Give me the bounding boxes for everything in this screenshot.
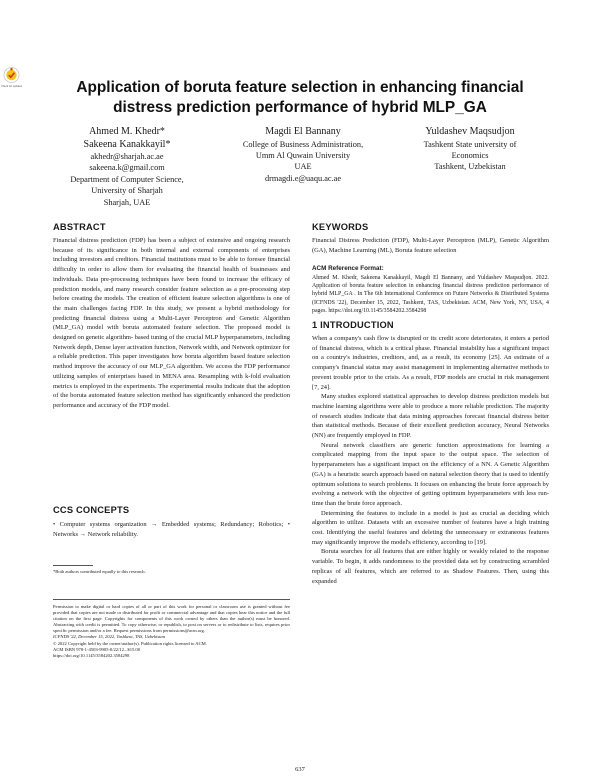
- permission-isbn: ACM ISBN 978-1-4503-9905-0/22/12...$15.00: [53, 646, 141, 652]
- author-name: Sakeena Kanakkayil*: [83, 138, 171, 150]
- permission-text: Permission to make digital or hard copies of all or part of this work for personal or classroom use is granted without fee provided that copies are not made or distributed for profit or commercial advantage and that copies bear this notice and the full citation on the first page. Copyrights for components of this work owned by others than the author(s) must be honored. Abstracting with credit is permitted. To copy otherwise, or republish, to post on servers or to redistribute to lists, requires prior specific permission and/or a fee. Request permissions from permissions@acm.org.: [53, 604, 290, 634]
- keywords-heading: KEYWORDS: [312, 222, 369, 232]
- keywords-text: Financial Distress Prediction (FDP), Multi-Layer Perceptron (MLP), Genetic Algorithm (GA), Machine Learning (ML), Boruta feature selection: [312, 237, 549, 254]
- ccs-text: • Computer systems organization → Embedded systems; Redundancy; Robotics; • Networks → Network reliability.: [53, 521, 290, 538]
- author-email[interactable]: drmagdi.e@uaqu.ac.ae: [264, 173, 342, 183]
- author-block-2: [208, 126, 398, 184]
- intro-paragraph: Many studies explored statistical approaches to develop distress prediction models but machine learning algorithms were able to produce a more reliable prediction. The majority of research studies indicate that data mining approaches forecast financial distress better than statistical methods. Because of their excellent prediction accuracy, Neural Networks (NN) are frequently employed in FDP.: [312, 393, 549, 440]
- author-block-1: [52, 126, 202, 208]
- intro-paragraph: Boruta searches for all features that are either highly or weakly related to the response variable. To begin, it adds randomness to the provided data set by constructing scrambled replicas of all features, which are referred to as Shadow Features. Then, using this expanded: [312, 548, 549, 585]
- update-badge-icon: [3, 66, 20, 94]
- permission-block: [53, 604, 290, 659]
- permission-copyright: © 2022 Copyright held by the owner/author(s). Publication rights licensed to ACM.: [53, 640, 207, 646]
- abstract-heading: ABSTRACT: [53, 222, 106, 232]
- author-block-3: [390, 126, 550, 173]
- footnote: *Both authors contributed equally to this research.: [53, 569, 146, 574]
- author-affiliation: Umm Al Quwain University: [255, 150, 351, 160]
- author-affiliation: Tashkent State university of: [423, 139, 517, 149]
- intro-heading: 1 INTRODUCTION: [312, 320, 394, 330]
- abstract-text: Financial distress prediction (FDP) has been a subject of extensive and ongoing research because of its significance in both internal and external components of enterprises including investors and creditors. Financial institutions must to be able to foresee financial difficulty in order to allow them for evaluating the financial health of businesses and individuals. Data pre-processing techniques have been found to increase the efficacy of prediction models, and many research consider feature selection as a pre-processing step before creating the models. The creation of efficient feature selection algorithms is one of the main challenges facing FDP. In this study, we present a hybrid methodology for predicting financial distress using a Multi-Layer Perceptron and Genetic Algorithm (MLP_GA) model with boruta automated feature selection. The proposed model is designed on genetic algorithm- based tuning of the crucial MLP hyperparameters, including Network depth, Dense layer activation function, Network width, and Network optimizer for a reliable prediction. This paper investigates how boruta algorithm based feature selection method improve the accuracy of our MLP_GA algorithm. We access the FDP performance utilizing samples of enterprises based in MENA area. Resampling with k-fold evaluation metrics is employed in the experiments. The experimental results indicate that the adoption of the boruta automated feature selection method has significantly enhanced the prediction performance and accuracy of the FDP model.: [53, 237, 290, 409]
- author-affiliation: Economics: [451, 150, 489, 160]
- author-name: Yuldashev Maqsudjon: [425, 126, 515, 137]
- author-affiliation: University of Sharjah: [91, 186, 163, 196]
- author-email[interactable]: sakeena.k@gmail.com: [89, 163, 165, 173]
- intro-body: [312, 334, 549, 586]
- ccs-heading: CCS CONCEPTS: [53, 505, 130, 515]
- permission-rule: [53, 599, 290, 600]
- page-number: 637: [295, 766, 305, 773]
- author-location: Tashkent, Uzbekistan: [434, 162, 506, 172]
- permission-doi[interactable]: https://doi.org/10.1145/3584202.3584298: [53, 652, 130, 658]
- title-line-2: distress prediction performance of hybrid MLP_GA: [113, 99, 487, 116]
- intro-paragraph: When a company's cash flow is disrupted or its credit score deteriorates, it enters a period of financial distress, which is a critical phase. Financial instability has a significant impact on a country's industries, creditors, and, as a result, its economy [25]. An estimate of a company's financial status may assist management in implementing alternative methods to prevent trouble prior to the crisis. As a result, FDP models are crucial in risk management [7, 24].: [312, 335, 549, 391]
- reference-heading: ACM Reference Format:: [312, 265, 384, 272]
- check-for-updates-badge[interactable]: [0, 66, 23, 94]
- footnote-rule: [53, 565, 93, 566]
- intro-paragraph: Neural network classifiers are generic function approximations for learning a complicated mapping from the input space to the output space. The selection of hyperparameters has a significant impact on the efficiency of a NN. A Genetic Algorithm (GA) is a heuristic search approach based on natural selection theory that is used to identify optimum solutions to search problems. It focuses on enhancing the brute force approach by evolving a network with the objective of getting optimum hyperparameters with less run-time than the brute force approach.: [312, 441, 549, 507]
- intro-paragraph: Determining the features to include in a model is just as crucial as deciding which algorithm to utilize. Datasets with an excessive number of features have a high training cost. Identifying the useful features and deleting the unnecessary or extraneous features may significantly improve the model's efficiency, according to [19].: [312, 509, 549, 546]
- paper-title: [30, 78, 570, 118]
- title-line-1: Application of boruta feature selection in enhancing financial: [76, 79, 524, 96]
- permission-venue: ICFNDS '22, December 15, 2022, Tashkent, TAS, Uzbekistan: [53, 634, 165, 640]
- reference-text: Ahmed M. Khedr, Sakeena Kanakkayil, Magdi El Bannany, and Yuldashev Maqsudjon. 2022. Application of boruta feature selection in enhancing financial distress prediction performance of hybrid MLP_GA . In The 6th International Conference on Future Networks & Distributed Systems (ICFNDS '22), December 15, 2022, Tashkent, TAS, Uzbekistan. ACM, New York, NY, USA, 4 pages. https://doi.org/10.1145/3584202.3584298: [312, 275, 549, 314]
- author-name: Ahmed M. Khedr*: [89, 126, 165, 137]
- author-name: Magdi El Bannany: [265, 126, 341, 137]
- author-affiliation: Department of Computer Science,: [70, 174, 184, 184]
- update-badge-label: Check for updates: [0, 85, 23, 88]
- author-affiliation: College of Business Administration,: [242, 139, 364, 149]
- author-email[interactable]: akhedr@sharjah.ac.ae: [90, 152, 164, 161]
- author-location: Sharjah, UAE: [103, 197, 151, 207]
- author-location: UAE: [294, 162, 312, 172]
